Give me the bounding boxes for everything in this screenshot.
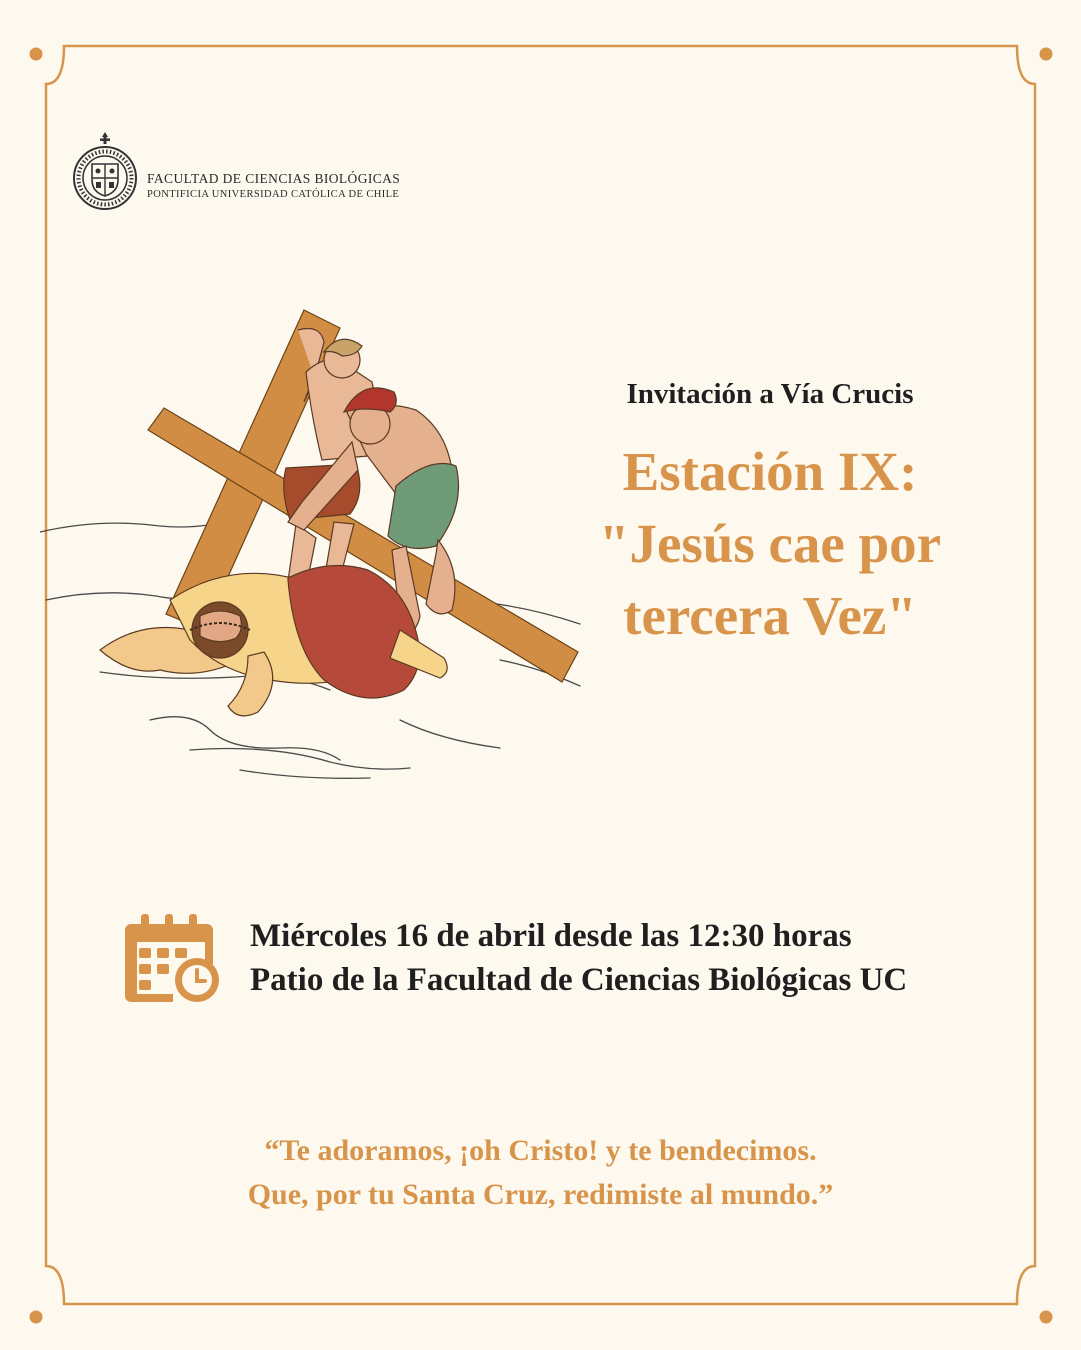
faculty-name: FACULTAD DE CIENCIAS BIOLÓGICAS [147, 171, 401, 186]
calendar-clock-icon [123, 910, 223, 1006]
university-name: PONTIFICIA UNIVERSIDAD CATÓLICA DE CHILE [147, 189, 400, 200]
station-illustration [40, 300, 600, 800]
quote-line: “Te adoramos, ¡oh Cristo! y te bendecimos. [264, 1134, 817, 1167]
station-title [540, 436, 1000, 652]
event-location: Patio de la Facultad de Ciencias Biológicas UC [250, 962, 908, 998]
university-logo [72, 130, 412, 220]
corner-dot [1040, 48, 1053, 61]
station-title-line: tercera Vez" [623, 585, 917, 646]
invitation-kicker: Invitación a Vía Crucis [626, 378, 914, 410]
university-seal-icon [72, 130, 138, 216]
corner-dot [30, 48, 43, 61]
quote-line: Que, por tu Santa Cruz, redimiste al mundo.” [247, 1178, 834, 1211]
corner-dot [1040, 1311, 1053, 1324]
corner-dot [30, 1311, 43, 1324]
station-title-line: "Jesús cae por [598, 513, 942, 574]
station-title-line: Estación IX: [622, 441, 918, 502]
event-date: Miércoles 16 de abril desde las 12:30 horas [250, 918, 852, 954]
